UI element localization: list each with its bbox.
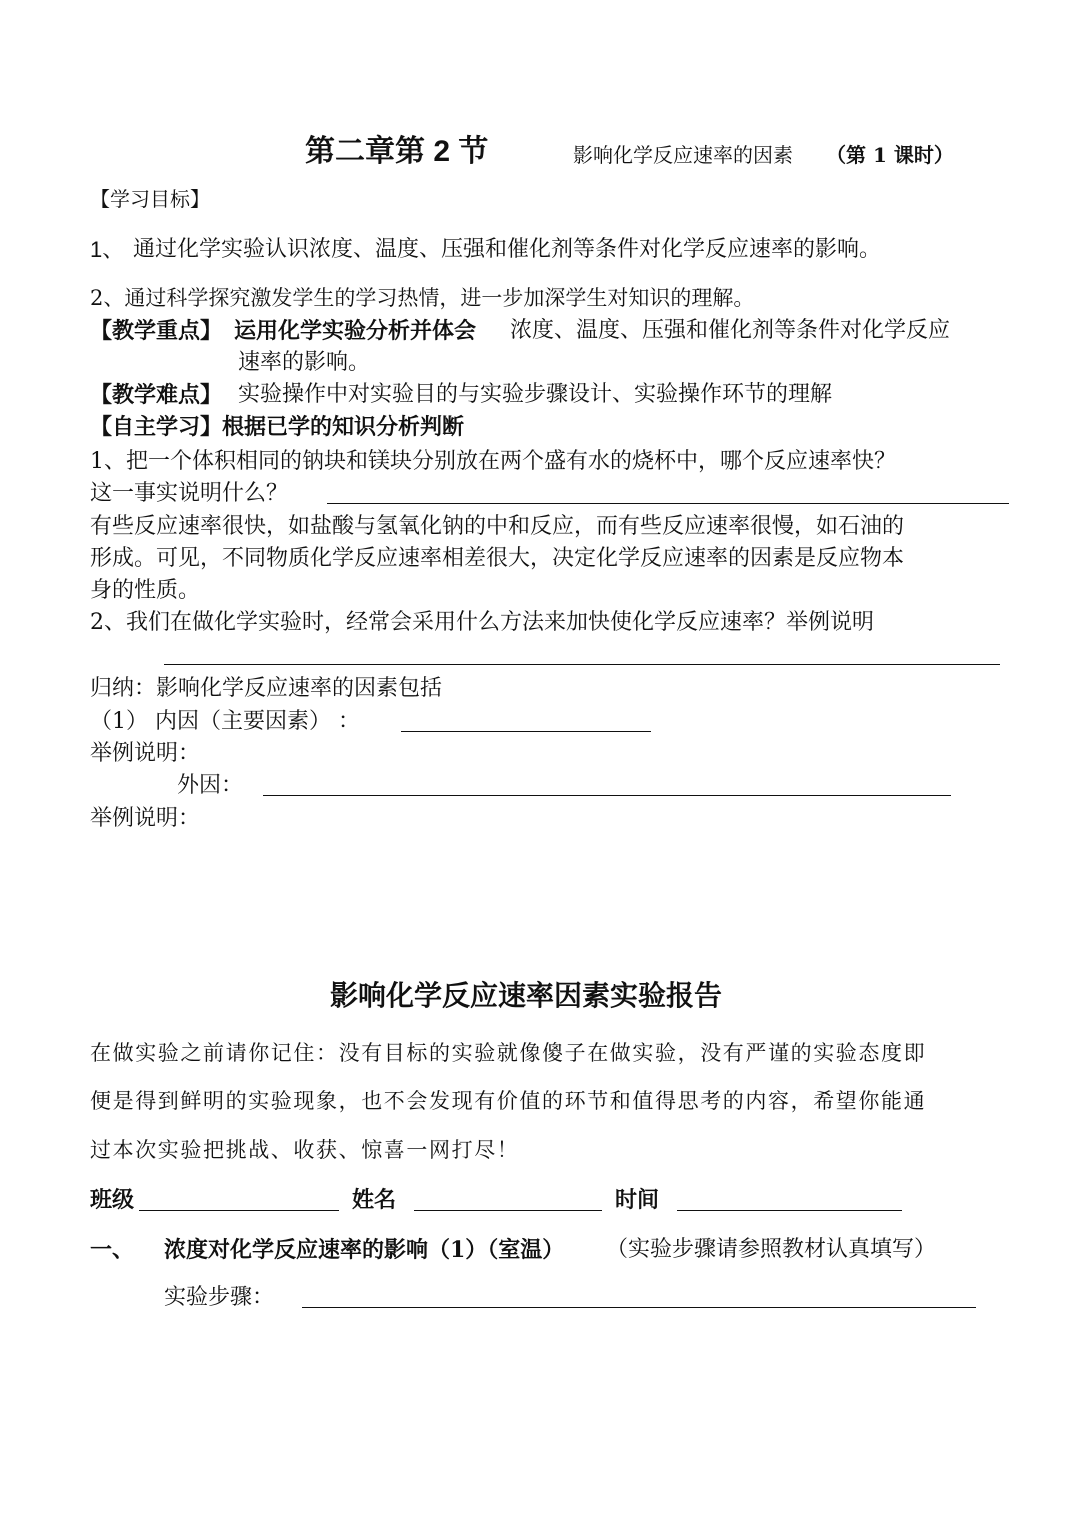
internal-factor-answer-line[interactable] xyxy=(401,731,651,732)
example-label-2: 举例说明： xyxy=(90,806,201,831)
question-2-answer-line[interactable] xyxy=(164,664,1000,665)
chapter-title: 第二章第 2 节 xyxy=(305,135,489,168)
objective-1-text: 通过化学实验认识浓度、温度、压强和催化剂等条件对化学反应速率的影响。 xyxy=(133,237,882,262)
difficulty-label: 【教学难点】 xyxy=(90,382,223,408)
steps-answer-line[interactable] xyxy=(302,1307,976,1308)
paragraph-line3: 身的性质。 xyxy=(90,578,201,603)
section-1-number: 一、 xyxy=(90,1237,135,1263)
external-factor-answer-line[interactable] xyxy=(263,795,951,796)
objective-1-number: 1、 xyxy=(90,237,125,262)
objectives-label: 【学习目标】 xyxy=(90,187,210,211)
question-1-line2: 这一事实说明什么？ xyxy=(90,481,289,506)
class-input-line[interactable] xyxy=(139,1210,339,1211)
paragraph-line2: 形成。可见，不同物质化学反应速率相差很大，决定化学反应速率的因素是反应物本 xyxy=(90,546,905,571)
difficulty-text: 实验操作中对实验目的与实验步骤设计、实验操作环节的理解 xyxy=(238,382,833,407)
key-point-label: 【教学重点】 xyxy=(90,318,223,344)
report-intro-line2: 便是得到鲜明的实验现象，也不会发现有价值的环节和值得思考的内容，希望你能通 xyxy=(90,1089,927,1113)
external-factor-label: 外因： xyxy=(177,773,244,798)
key-point-text-line2: 速率的影响。 xyxy=(238,350,371,375)
question-1-line1: 1、把一个体积相同的钠块和镁块分别放在两个盛有水的烧杯中，哪个反应速率快？ xyxy=(90,449,896,474)
report-title: 影响化学反应速率因素实验报告 xyxy=(330,979,723,1012)
topic-title: 影响化学反应速率的因素 xyxy=(573,143,793,167)
steps-label: 实验步骤： xyxy=(164,1285,275,1310)
time-label: 时间 xyxy=(615,1187,660,1213)
key-point-bold-text: 运用化学实验分析并体会 xyxy=(234,318,477,344)
lesson-label: （第 1 课时） xyxy=(826,143,954,167)
section-1-note: （实验步骤请参照教材认真填写） xyxy=(606,1237,937,1262)
report-intro-line1: 在做实验之前请你记住：没有目标的实验就像傻子在做实验，没有严谨的实验态度即 xyxy=(90,1041,927,1065)
report-intro-line3: 过本次实验把挑战、收获、惊喜一网打尽！ xyxy=(90,1138,520,1162)
time-input-line[interactable] xyxy=(677,1210,902,1211)
question-2: 2、我们在做化学实验时，经常会采用什么方法来加快使化学反应速率？举例说明 xyxy=(90,610,874,635)
section-1-title: 浓度对化学反应速率的影响（1）（室温） xyxy=(164,1237,565,1263)
internal-factor-label: （1） 内因（主要因素） ： xyxy=(90,709,360,734)
self-study-label: 【自主学习】根据已学的知识分析判断 xyxy=(90,414,465,440)
summary-text: 归纳：影响化学反应速率的因素包括 xyxy=(90,676,443,701)
name-label: 姓名 xyxy=(352,1187,397,1213)
example-label-1: 举例说明： xyxy=(90,741,201,766)
objective-2-text: 2、通过科学探究激发学生的学习热情，进一步加深学生对知识的理解。 xyxy=(90,286,755,310)
question-1-answer-line[interactable] xyxy=(327,503,1009,504)
paragraph-line1: 有些反应速率很快，如盐酸与氢氧化钠的中和反应，而有些反应速率很慢，如石油的 xyxy=(90,514,905,539)
name-input-line[interactable] xyxy=(414,1210,602,1211)
class-label: 班级 xyxy=(90,1187,135,1213)
key-point-text-line1: 浓度、温度、压强和催化剂等条件对化学反应 xyxy=(510,318,951,343)
